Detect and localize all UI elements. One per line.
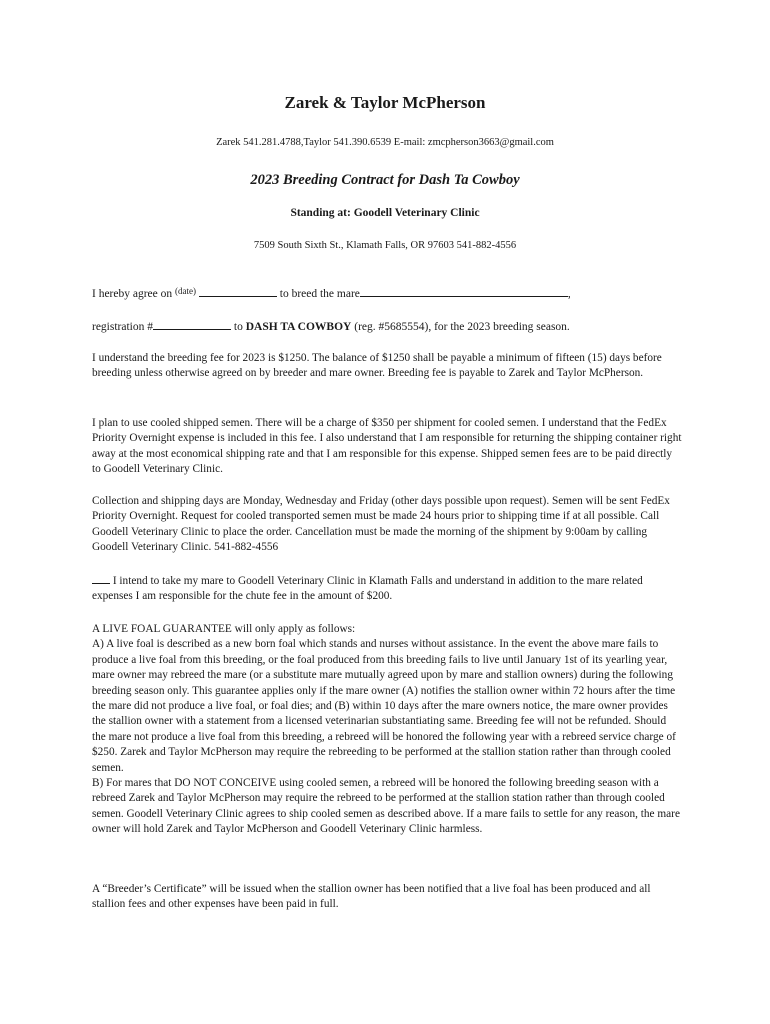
chute-checkbox-line[interactable] [92, 573, 110, 584]
registration-rest: (reg. #5685554), for the 2023 breeding season. [351, 321, 570, 333]
semen-paragraph [92, 416, 682, 478]
certificate-paragraph [92, 882, 682, 913]
certificate-text: A “Breeder’s Certificate” will be issued when the stallion owner has been notified that a live foal has been produced and all stallion fees and other expenses have been paid in full. [92, 883, 651, 911]
guarantee-section [92, 622, 682, 838]
guarantee-a-text: A) A live foal is described as a new born foal which stands and nurses without assistance. In the event the above mare fails to produce a live foal from this breeding, or the foal produced from this breeding fails to live until January 1st of its yearling year, mare owner may rebreed the mare (or a substitute mare mutually agreed upon by mare and stallion owners) during the following breeding season only. This guarantee applies only if the mare owner (A) notifies the stallion owner within 72 hours after the time the mare did not produce a live foal, or foal dies; and (B) within 10 days after the mare owners notice, the mare owner provides the stallion owner with a statement from a licensed veterinarian substantiating same. Breeding fee will not be refunded. Should the mare not produce a live foal from this breeding, a rebreed will be honored the following year with a rebreed service charge of $250. Zarek and Taylor McPherson may require the rebreeding to be performed at the stallion station rather than through cooled semen. [92, 638, 676, 774]
standing-at: Standing at: Goodell Veterinary Clinic [290, 207, 480, 219]
agreement-line [92, 286, 571, 300]
clinic-address: 7509 South Sixth St., Klamath Falls, OR 97603 541-882-4556 [253, 240, 517, 251]
chute-text: I intend to take my mare to Goodell Veterinary Clinic in Klamath Falls and understand in addition to the mare related expenses I am responsible for the chute fee in the amount of $200. [92, 575, 643, 603]
stallion-name: DASH TA COWBOY [245, 321, 352, 333]
date-label: (date) [175, 286, 196, 296]
semen-text: I plan to use cooled shipped semen. There will be a charge of $350 per shipment for cooled semen. I understand that the FedEx Priority Overnight expense is included in this fee. I also understand that I am responsible for returning the shipping container right away at the most economical shipping rate and that I am responsible for this expense. Shipped semen fees are to be paid directly to Goodell Veterinary Clinic. [92, 417, 682, 476]
registration-line [92, 319, 570, 333]
registration-number-field[interactable] [153, 319, 231, 330]
mare-name-field[interactable] [360, 286, 568, 297]
owner-title: Zarek & Taylor McPherson [284, 93, 486, 112]
agreement-prefix: I hereby agree on [92, 288, 176, 300]
fee-paragraph [92, 351, 682, 382]
registration-prefix: registration # [92, 321, 153, 333]
agreement-middle: to breed the mare [276, 288, 360, 300]
contract-title: 2023 Breeding Contract for Dash Ta Cowboy [250, 172, 520, 188]
guarantee-heading: A LIVE FOAL GUARANTEE will only apply as follows: [92, 623, 356, 635]
guarantee-b-text: B) For mares that DO NOT CONCEIVE using cooled semen, a rebreed will be honored the following breeding season with a rebreed Zarek and Taylor McPherson may require the rebreed to be performed at the stallion station rather than through cooled semen. Goodell Veterinary Clinic agrees to ship cooled semen as described above. If a mare fails to settle for any reason, the mare owner will hold Zarek and Taylor McPherson and Goodell Veterinary Clinic harmless. [92, 777, 680, 836]
fee-text: I understand the breeding fee for 2023 is $1250. The balance of $1250 shall be payable a minimum of fifteen (15) days before breeding unless otherwise agreed on by breeder and mare owner. Breeding fee is payable to Zarek and Taylor McPherson. [92, 352, 662, 380]
agreement-suffix: , [567, 288, 571, 300]
chute-paragraph [92, 573, 682, 605]
collection-paragraph [92, 494, 682, 556]
collection-text: Collection and shipping days are Monday, Wednesday and Friday (other days possible upon request). Semen will be sent FedEx Priority Overnight. Request for cooled transported semen must be made 24 hours prior to shipping time if at all possible. Call Goodell Veterinary Clinic to place the order. Cancellation must be made the morning of the shipment by 9:00am by calling Goodell Veterinary Clinic. 541-882-4556 [92, 495, 670, 554]
registration-to: to [231, 321, 246, 333]
contact-line: Zarek 541.281.4788,Taylor 541.390.6539 E-mail: zmcpherson3663@gmail.com [216, 137, 554, 148]
date-field[interactable] [199, 286, 277, 297]
